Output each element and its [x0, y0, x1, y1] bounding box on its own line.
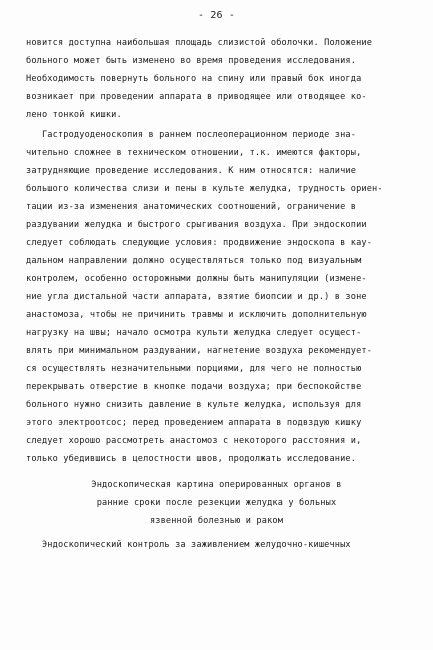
heading-line: язвенной болезнью и раком: [149, 516, 284, 526]
text-line: затрудняющие проведение исследования. К ним относятся: наличие: [26, 166, 357, 176]
text-line: нагрузку на швы; начало осмотра культи желудка следует осущест-: [26, 328, 362, 338]
heading-line: ранние сроки после резекции желудка у больных: [96, 498, 337, 508]
text-line: следует хорошо рассмотреть анастомоз с некоторого расстояния и,: [26, 436, 362, 446]
text-line: раздувании желудка и быстрого срыгивания воздуха. При эндоскопии: [26, 220, 367, 230]
text-line: влять при минимальном раздувании, нагнетение воздуха рекомендует-: [26, 346, 373, 356]
text-line: дальном направлении должно осуществляться только под визуальным: [26, 256, 362, 266]
page-number: - 26 -: [197, 10, 236, 21]
text-line: чительно сложнее в техническом отношении, т.к. имеются факторы,: [26, 148, 362, 158]
text-line: лено тонкой кишки.: [26, 110, 122, 120]
text-line: возникает при проведении аппарата в приводящее или отводящее ко-: [26, 92, 367, 102]
final-text-line: Эндоскопический контроль за заживлением желудочно-кишечных: [26, 540, 351, 550]
text-line: больного может быть изменено во время проведения исследования.: [26, 56, 357, 66]
heading-line: Эндоскопическая картина оперированных органов в: [91, 480, 342, 490]
text-line: контролем, особенно осторожными должны быть манипуляции (измене-: [26, 274, 367, 284]
text-line: Гастродуоденоскопия в раннем послеоперационном периоде зна-: [26, 130, 357, 140]
text-line: этого электроотсос; перед проведением аппарата в подвздую кишку: [26, 418, 362, 428]
text-line: только убедившись в целостности швов, продолжать исследование.: [26, 454, 357, 464]
text-line: следует соблюдать следующие условия: продвижение эндоскопа в кау-: [26, 238, 373, 248]
text-line: анастомоза, чтобы не причинить травмы и исключить дополнительную: [26, 310, 367, 320]
text-line: большого количества слизи и пены в культе желудка, трудность ориен-: [26, 184, 383, 194]
text-line: ся осуществлять незначительными порциями, для чего не полностью: [26, 364, 362, 374]
text-line: больного нужно снизить давление в культе желудка, используя для: [26, 400, 362, 410]
text-line: перекрывать отверстие в кнопке подачи воздуха; при беспокойстве: [26, 382, 362, 392]
text-line: ние угла дистальной части аппарата, взятие биопсии и др.) в зоне: [26, 292, 367, 302]
text-line: тации из-за изменения анатомических соотношений, ограничение в: [26, 202, 357, 212]
text-line: новится доступна наибольшая площадь слизистой оболочки. Положение: [26, 38, 373, 48]
text-line: Необходимость повернуть больного на спину или правый бок иногда: [26, 74, 362, 84]
